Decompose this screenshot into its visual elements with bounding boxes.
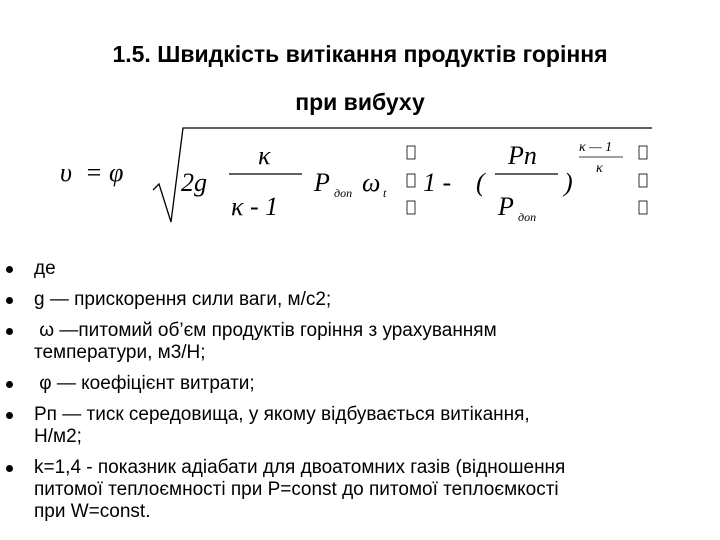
formula-upsilon: υ [60,158,72,187]
list-item [0,404,700,448]
bullet-dot [6,412,13,419]
formula-close-paren: ) [564,168,573,197]
formula-one-minus: 1 - [423,168,452,197]
list-item [0,373,700,395]
formula-bracket-box-left-2 [407,174,415,187]
formula-equals: = [85,158,103,187]
list-item-text: ω —питомий об’єм продуктів горіння з урахуванням [34,320,497,341]
formula-bracket-box-left-3 [407,201,415,214]
bullet-dot [6,266,13,273]
formula-frac-P-don: P [498,192,514,221]
bullet-dot [6,381,13,388]
list-item [0,258,700,280]
title-line-2: при вибуху [295,89,425,115]
formula-open-paren: ( [476,168,485,197]
list-item [0,289,700,311]
list-item-text: Н/м2; [34,426,82,447]
formula-P-don: P [314,168,330,197]
formula-sqrt-sign [153,128,652,222]
velocity-formula [55,118,675,230]
definitions-list [0,258,700,532]
formula-bracket-box-left-1 [407,146,415,159]
formula-phi: φ [109,158,124,187]
list-item [0,320,700,364]
list-item [0,457,700,523]
list-item-text: питомої теплоємності при Р=const до питомої теплоємкості [34,479,559,500]
formula-exponent-numerator: κ — 1 [579,140,613,155]
list-item-text: g — прискорення сили ваги, м/с2; [34,289,332,310]
formula-bracket-box-right-1 [639,146,647,159]
formula-bracket-box-right-2 [639,174,647,187]
list-item-text: k=1,4 - показник адіабати для двоатомних газів (відношення [34,457,566,478]
list-item-text: при W=const. [34,501,151,522]
formula-frac-Pn: Pn [508,141,537,170]
formula-2g: 2g [181,168,207,197]
formula-bracket-box-right-3 [639,201,647,214]
bullet-dot [6,465,13,472]
formula-omega: ω [362,168,381,197]
formula-sub-t: t [383,186,387,200]
formula-frac-kappa-minus-1: κ - 1 [231,192,279,221]
list-item-text: де [34,258,56,279]
formula-exponent-denominator: κ [596,161,603,176]
formula-frac-kappa: κ [258,141,271,170]
title-line-1: 1.5. Швидкість витікання продуктів горіння [112,41,608,67]
list-item-text: Рп — тиск середовища, у якому відбувається витікання, [34,404,530,425]
formula-sub-don-2: доп [518,210,537,224]
slide-title [0,30,720,126]
formula-sub-don-1: доп [334,186,353,200]
bullet-dot [6,297,13,304]
list-item-text: φ — коефіцієнт витрати; [34,373,255,394]
list-item-text: температури, м3/Н; [34,342,206,363]
bullet-dot [6,328,13,335]
